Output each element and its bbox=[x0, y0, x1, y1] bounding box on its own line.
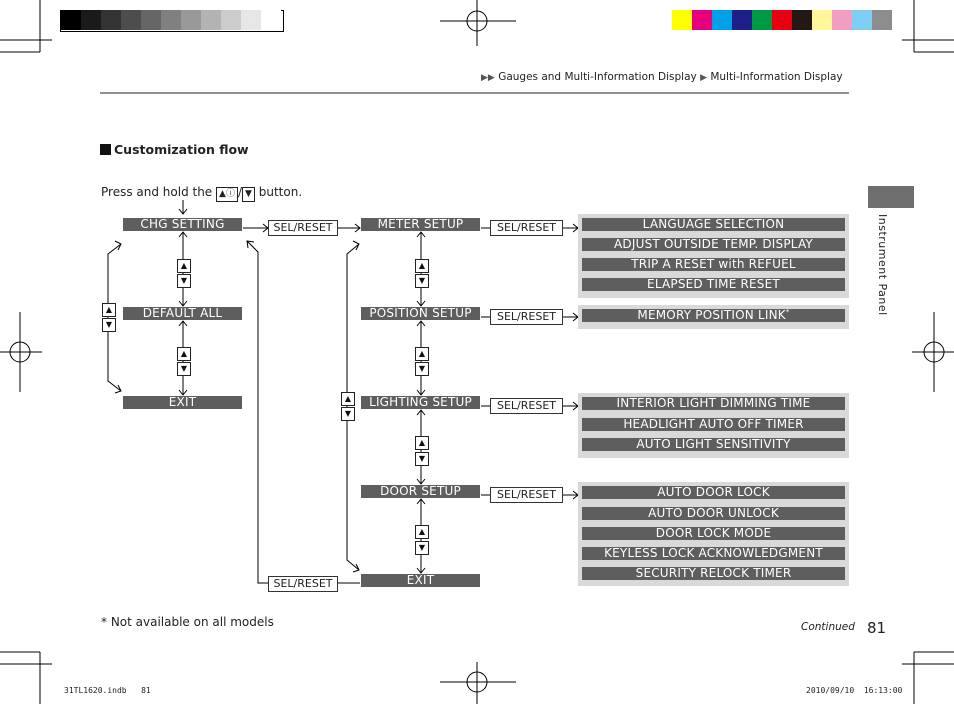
grayscale-swatch bbox=[101, 10, 121, 30]
option-door-lock-mode: DOOR LOCK MODE bbox=[582, 527, 845, 540]
instruction-text: Press and hold the ▲ⓘ / ▼ button. bbox=[101, 185, 302, 202]
down-triangle-icon: ▼ bbox=[415, 452, 429, 466]
sel-reset-box: SEL/RESET bbox=[490, 487, 563, 503]
process-color-swatch bbox=[712, 10, 732, 30]
grayscale-swatch bbox=[241, 10, 261, 30]
up-triangle-icon: ▲ bbox=[415, 525, 429, 539]
availability-asterisk: * bbox=[785, 308, 790, 316]
section-title-text: Customization flow bbox=[114, 142, 249, 157]
default-all-label: DEFAULT ALL bbox=[123, 307, 242, 320]
print-page: 81 bbox=[141, 686, 151, 695]
option-interior-light-dimming: INTERIOR LIGHT DIMMING TIME bbox=[582, 397, 845, 410]
meter-setup-label: METER SETUP bbox=[361, 218, 480, 231]
down-triangle-icon: ▼ bbox=[177, 362, 191, 376]
info-up-button-icon: ▲ⓘ bbox=[216, 187, 238, 202]
process-color-swatch bbox=[872, 10, 892, 30]
breadcrumb-multi-info[interactable]: Multi-Information Display bbox=[710, 71, 843, 83]
breadcrumb-gauges[interactable]: Gauges and Multi-Information Display bbox=[498, 71, 697, 83]
sel-reset-box: SEL/RESET bbox=[268, 220, 338, 236]
process-color-swatch bbox=[732, 10, 752, 30]
option-headlight-auto-off: HEADLIGHT AUTO OFF TIMER bbox=[582, 418, 845, 431]
up-triangle-icon: ▲ bbox=[415, 259, 429, 273]
side-tab-block bbox=[868, 186, 914, 208]
process-color-swatch bbox=[852, 10, 872, 30]
up-triangle-icon: ▲ bbox=[415, 436, 429, 450]
grayscale-swatch bbox=[161, 10, 181, 30]
position-setup-label: POSITION SETUP bbox=[361, 307, 480, 320]
breadcrumb bbox=[481, 71, 843, 83]
lighting-setup-label: LIGHTING SETUP bbox=[361, 396, 480, 409]
sel-reset-box: SEL/RESET bbox=[490, 398, 563, 414]
footnote: * Not available on all models bbox=[101, 615, 274, 629]
grayscale-swatch bbox=[201, 10, 221, 30]
down-triangle-icon: ▼ bbox=[177, 274, 191, 288]
grayscale-swatch bbox=[221, 10, 241, 30]
process-color-swatch bbox=[792, 10, 812, 30]
process-color-swatch bbox=[772, 10, 792, 30]
middle-exit-label: EXIT bbox=[361, 574, 480, 587]
process-color-swatch bbox=[692, 10, 712, 30]
page-number: 81 bbox=[867, 619, 887, 637]
grayscale-swatch bbox=[61, 10, 81, 30]
left-exit-label: EXIT bbox=[123, 396, 242, 409]
grayscale-swatch bbox=[141, 10, 161, 30]
instruction-before: Press and hold the bbox=[101, 185, 213, 199]
memory-position-link-text: MEMORY POSITION LINK bbox=[637, 308, 786, 322]
instruction-after: button. bbox=[258, 185, 303, 199]
grayscale-swatch bbox=[81, 10, 101, 30]
process-color-swatch bbox=[832, 10, 852, 30]
option-language-selection: LANGUAGE SELECTION bbox=[582, 218, 845, 231]
down-triangle-icon: ▼ bbox=[415, 274, 429, 288]
lighting-options-panel bbox=[578, 393, 849, 458]
door-options-panel bbox=[578, 482, 849, 586]
option-auto-light-sensitivity: AUTO LIGHT SENSITIVITY bbox=[582, 438, 845, 451]
process-color-swatch bbox=[812, 10, 832, 30]
section-title bbox=[100, 142, 249, 157]
position-options-panel bbox=[578, 305, 849, 329]
option-keyless-lock-ack: KEYLESS LOCK ACKNOWLEDGMENT bbox=[582, 547, 845, 560]
triangle-right-icon: ▶ bbox=[700, 73, 707, 83]
option-memory-position-link bbox=[582, 309, 845, 322]
side-tab-label[interactable]: Instrument Panel bbox=[876, 214, 889, 316]
print-time: 16:13:00 bbox=[863, 686, 903, 695]
grayscale-swatch bbox=[181, 10, 201, 30]
up-triangle-icon: ▲ bbox=[177, 259, 191, 273]
sel-reset-box: SEL/RESET bbox=[490, 220, 563, 236]
up-triangle-icon: ▲ bbox=[415, 347, 429, 361]
option-elapsed-time-reset: ELAPSED TIME RESET bbox=[582, 278, 845, 291]
option-adjust-outside-temp: ADJUST OUTSIDE TEMP. DISPLAY bbox=[582, 238, 845, 251]
sel-reset-box: SEL/RESET bbox=[268, 576, 338, 592]
down-triangle-icon: ▼ bbox=[415, 541, 429, 555]
meter-options-panel bbox=[578, 214, 849, 298]
option-security-relock-timer: SECURITY RELOCK TIMER bbox=[582, 567, 845, 580]
up-triangle-icon: ▲ bbox=[102, 303, 116, 317]
grayscale-swatch bbox=[121, 10, 141, 30]
up-triangle-icon: ▲ bbox=[177, 347, 191, 361]
down-button-icon: ▼ bbox=[242, 187, 255, 202]
down-triangle-icon: ▼ bbox=[102, 318, 116, 332]
down-triangle-icon: ▼ bbox=[415, 362, 429, 376]
continued-label[interactable]: Continued bbox=[801, 621, 855, 633]
square-bullet-icon bbox=[100, 144, 111, 155]
print-date-info bbox=[806, 686, 902, 695]
sel-reset-box: SEL/RESET bbox=[490, 309, 563, 325]
process-color-swatch bbox=[752, 10, 772, 30]
option-auto-door-unlock: AUTO DOOR UNLOCK bbox=[582, 507, 845, 520]
grayscale-swatch bbox=[261, 10, 281, 30]
up-triangle-icon: ▲ bbox=[341, 392, 355, 406]
print-file-name: 31TL1620.indb bbox=[64, 686, 127, 695]
triangle-right-icon: ▶▶ bbox=[481, 73, 495, 83]
door-setup-label: DOOR SETUP bbox=[361, 485, 480, 498]
option-trip-a-reset: TRIP A RESET with REFUEL bbox=[582, 258, 845, 271]
print-date: 2010/09/10 bbox=[806, 686, 855, 695]
process-color-swatch bbox=[672, 10, 692, 30]
down-triangle-icon: ▼ bbox=[341, 407, 355, 421]
chg-setting-label: CHG SETTING bbox=[123, 218, 242, 231]
print-file-info bbox=[64, 686, 151, 695]
option-auto-door-lock: AUTO DOOR LOCK bbox=[582, 486, 845, 499]
